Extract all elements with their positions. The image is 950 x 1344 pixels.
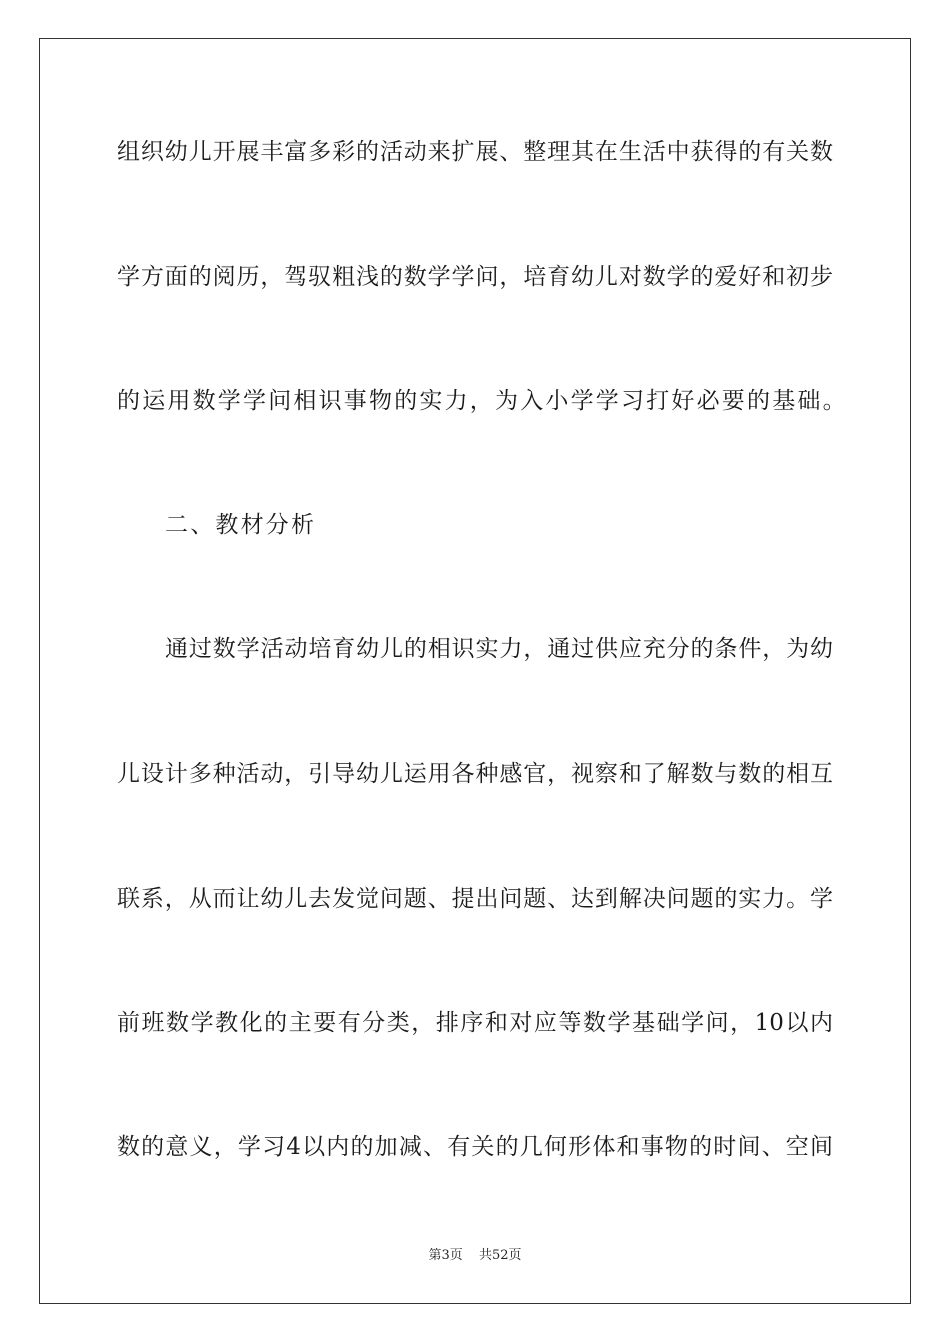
paragraph-line-7: 前班数学教化的主要有分类，排序和对应等数学基础学问，10以内: [117, 1010, 833, 1036]
paragraph-line-4: 通过数学活动培育幼儿的相识实力，通过供应充分的条件，为幼: [165, 636, 833, 662]
paragraph-line-8: 数的意义，学习4以内的加减、有关的几何形体和事物的时间、空间: [117, 1134, 833, 1160]
paragraph-line-5: 儿设计多种活动，引导幼儿运用各种感官，视察和了解数与数的相互: [117, 761, 833, 787]
paragraph-line-3: 的运用数学学问相识事物的实力，为入小学学习打好必要的基础。: [117, 388, 848, 414]
section-heading: 二、教材分析: [165, 512, 317, 538]
page-border: [39, 38, 911, 1304]
page-number: 第3页: [428, 1248, 463, 1263]
paragraph-line-2: 学方面的阅历，驾驭粗浅的数学学问，培育幼儿对数学的爱好和初步: [117, 264, 833, 290]
page-footer: [0, 1248, 950, 1264]
page-total: 共52页: [478, 1248, 522, 1263]
paragraph-line-6: 联系，从而让幼儿去发觉问题、提出问题、达到解决问题的实力。学: [117, 886, 833, 912]
paragraph-line-1: 组织幼儿开展丰富多彩的活动来扩展、整理其在生活中获得的有关数: [117, 139, 833, 165]
